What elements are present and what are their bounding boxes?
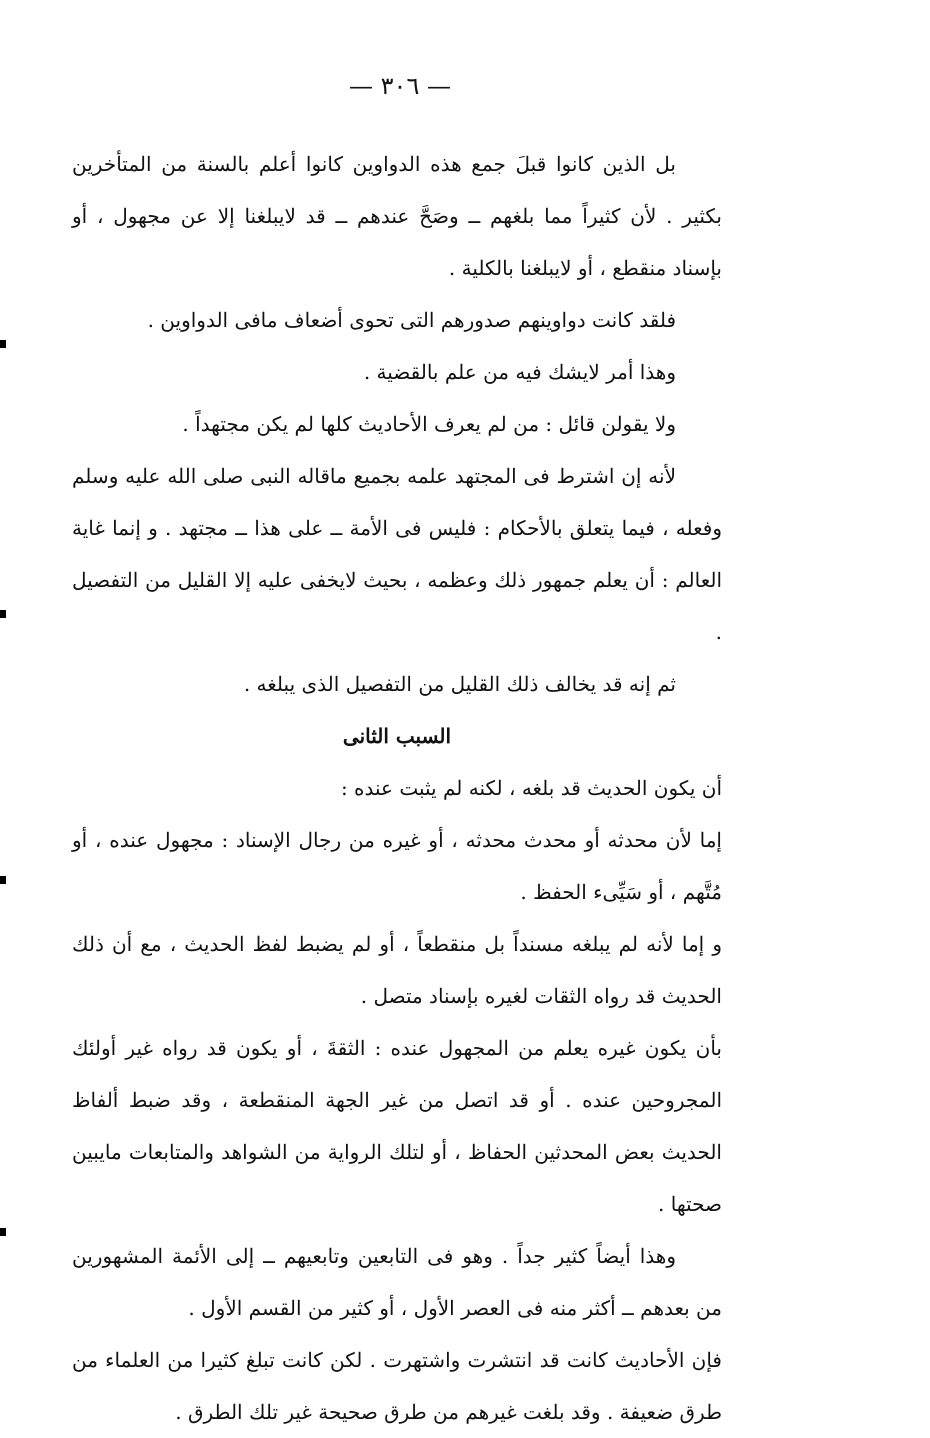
paragraph: فلقد كانت دواوينهم صدورهم التى تحوى أضعاف مافى الدواوين . [147, 308, 676, 332]
paragraph: إما لأن محدثه أو محدث محدثه ، أو غيره من رجال الإسناد : مجهول عنده ، أو مُتَّهم ، أو سَيِّىء الحفظ . [72, 828, 722, 904]
paragraph: وهذا أمر لايشك فيه من علم بالقضية . [363, 360, 676, 384]
paragraph: لأنه إن اشترط فى المجتهد علمه بجميع ماقاله النبى صلى الله عليه وسلم وفعله ، فيما يتعلق بالأحكام : فليس فى الأمة ــ على هذا ــ مجتهد . و إنما غاية العالم : أن يعلم جمهور ذلك وعظمه ، بحيث لايخفى عليه إلا القليل من التفصيل . [72, 464, 722, 644]
paragraph: أن يكون الحديث قد بلغه ، لكنه لم يثبت عنده : [340, 776, 722, 800]
paragraph: ثم إنه قد يخالف ذلك القليل من التفصيل الذى يبلغه . [243, 672, 676, 696]
main-text [72, 138, 722, 1438]
paragraph: و إما لأنه لم يبلغه مسنداً بل منقطعاً ، أو لم يضبط لفظ الحديث ، مع أن ذلك الحديث قد رواه الثقات لغيره بإسناد متصل . [72, 932, 722, 1008]
section-heading: السبب الثانى [342, 724, 452, 748]
margin-mark [0, 1228, 6, 1236]
paragraph: ولا يقولن قائل : من لم يعرف الأحاديث كلها لم يكن مجتهداً . [182, 412, 676, 436]
paragraph: وهذا أيضاً كثير جداً . وهو فى التابعين وتابعيهم ــ إلى الأئمة المشهورين من بعدهم ــ أكثر منه فى العصر الأول ، أو كثير من القسم الأول . [72, 1244, 722, 1320]
margin-mark [0, 340, 6, 348]
page-number: — ٣٠٦ — [349, 72, 451, 100]
margin-mark [0, 610, 6, 618]
paragraph: بل الذين كانوا قبلَ جمع هذه الدواوين كانوا أعلم بالسنة من المتأخرين بكثير . لأن كثيراً مما بلغهم ــ وصَحَّ عندهم ــ قد لايبلغنا إلا عن مجهول ، أو بإسناد منقطع ، أو لايبلغنا بالكلية . [72, 152, 722, 280]
paragraph: فإن الأحاديث كانت قد انتشرت واشتهرت . لكن كانت تبلغ كثيرا من العلماء من طرق ضعيفة . وقد بلغت غيرهم من طرق صحيحة غير تلك الطرق . [72, 1348, 722, 1424]
margin-mark [0, 876, 6, 884]
paragraph: بأن يكون غيره يعلم من المجهول عنده : الثقةَ ، أو يكون قد رواه غير أولئك المجروحين عنده . أو قد اتصل من غير الجهة المنقطعة ، وقد ضبط ألفاظ الحديث بعض المحدثين الحفاظ ، أو لتلك الرواية من الشواهد والمتابعات مايبين صحتها . [72, 1036, 722, 1216]
